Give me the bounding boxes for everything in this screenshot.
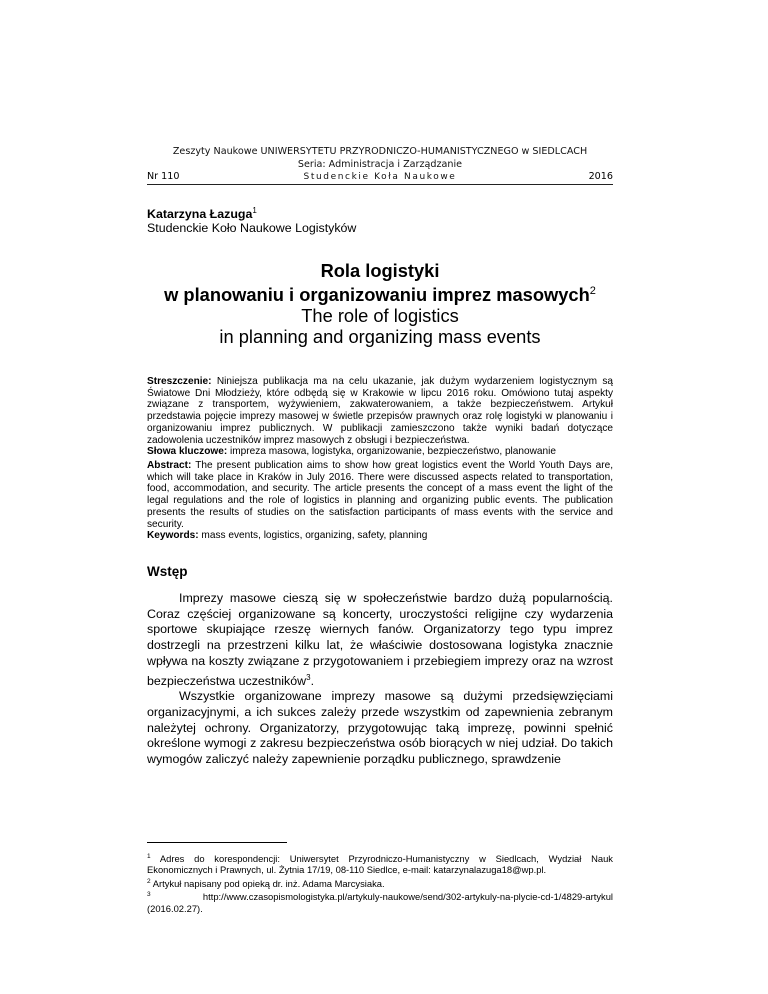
issue-number: Nr 110	[147, 171, 180, 182]
footnote-ref-3: 3	[306, 672, 311, 682]
author-name: Katarzyna Łazuga$^1$	[147, 206, 257, 222]
paragraph-1: Imprezy masowe cieszą się w społeczeństwie bardzo dużą popularnością. Coraz częściej organizowane są koncerty, uroczystości religijne czy wydarzenia sportowe skupiające rzeszę wiernych fanów. Organizatorzy tego typu imprez dostrzegli na przestrzeni kilku lat, że właściwie dostosowana logistyka znacznie wpływa na koszty związane z przygotowaniem i przebiegiem imprezy oraz na wzrost bezpieczeństwa uczestników$^3$.	[147, 591, 613, 688]
keywords-pl	[147, 446, 613, 458]
journal-series-line2: Seria: Administracja i Zarządzanie	[297, 159, 463, 170]
journal-series-line1: Zeszyty Naukowe UNIWERSYTETU PRZYRODNICZO-HUMANISTYCZNEGO w SIEDLCACH	[172, 146, 588, 157]
abstract-en-label: Abstract:	[147, 460, 192, 471]
footnote-ref-2: 2	[589, 285, 596, 297]
abstract-pl	[147, 376, 613, 458]
footnote-1: $^1$ Adres do korespondencji: Uniwersytet Przyrodniczo-Humanistyczny w Siedlcach, Wydział Nauk Ekonomicznych i Prawnych, ul. Żytnia 17/19, 08-110 Siedlce, e-mail: katarzynalazuga18@wp.pl.	[147, 853, 613, 876]
title-pl-line1: Rola logistyki	[320, 260, 440, 281]
abstract-pl-text: Niniejsza publikacja ma na celu ukazanie, jak dużym wydarzeniem logistycznym są Światowe Dni Młodzieży, które odbędą się w Krakowie w lipcu 2016 roku. Omówiono tutaj aspekty związane z transportem, wyżywieniem, zakwaterowaniem, a także bezpieczeństwem. Artykuł przedstawia pojęcie imprezy masowej w świetle przepisów prawnych oraz rolę logistyki w planowaniu i organizowaniu imprez publicznych. W publikacji zamieszczono także wyniki badań dotyczące zadowolenia uczestników imprez masowych z obsługi i bezpieczeństwa.	[147, 376, 614, 446]
keywords-en-text: mass events, logistics, organizing, safety, planning	[201, 530, 428, 542]
footnote-rule	[147, 842, 287, 843]
article-title	[147, 260, 613, 347]
footnote-2: $^2$ Artykuł napisany pod opieką dr. inż. Adama Marcysiaka.	[147, 877, 385, 889]
paragraph-2: Wszystkie organizowane imprezy masowe są dużymi przedsięwzięciami organizacyjnymi, a ich sukces zależy przede wszystkim od zapewnienia zebranym należytej ochrony. Organizatorzy, przygotowując taką imprezę, powinni spełnić określone wymogi z zakresu bezpieczeństwa osób biorących w niej udział. Do takich wymogów zaliczyć należy zapewnienie porządku publicznego, sprawdzenie	[147, 689, 613, 767]
body-text	[147, 591, 613, 768]
footnotes	[147, 851, 613, 914]
section-heading: Wstęp	[147, 564, 188, 579]
keywords-en	[147, 530, 613, 542]
abstract-pl-label: Streszczenie:	[147, 376, 212, 387]
abstract-en-text: The present publication aims to show how great logistics event the World Youth Days are, which will take place in Kraków in July 2016. There were discussed aspects related to transportation, food, accommodation, and security. The article presents the concept of a mass event the light of the legal regulations and the role of logistics in planning and organizing public events. The publication presents the results of studies on the satisfaction participants of mass events with the service and security.	[147, 460, 613, 530]
title-en-line2: in planning and organizing mass events	[219, 326, 541, 348]
issue-year: 2016	[588, 171, 613, 182]
keywords-en-label: Keywords:	[147, 530, 199, 542]
title-pl-line2: w planowaniu i organizowaniu imprez masowych$^2$	[164, 284, 596, 306]
keywords-pl-text: impreza masowa, logistyka, organizowanie, bezpieczeństwo, planowanie	[230, 446, 557, 458]
abstract-en	[147, 460, 613, 542]
header-rule	[147, 184, 613, 185]
journal-series-line3: Studenckie Koła Naukowe	[303, 172, 457, 182]
author-affiliation: Studenckie Koło Naukowe Logistyków	[147, 221, 357, 235]
title-en-line1: The role of logistics	[301, 305, 459, 327]
footnote-ref-1: 1	[252, 206, 257, 215]
footnote-3: $^3$ http://www.czasopismologistyka.pl/artykuly-naukowe/send/302-artykuly-na-plycie-cd-1/4829-artykul (2016.02.27).	[147, 891, 613, 914]
keywords-pl-label: Słowa kluczowe:	[147, 446, 228, 458]
